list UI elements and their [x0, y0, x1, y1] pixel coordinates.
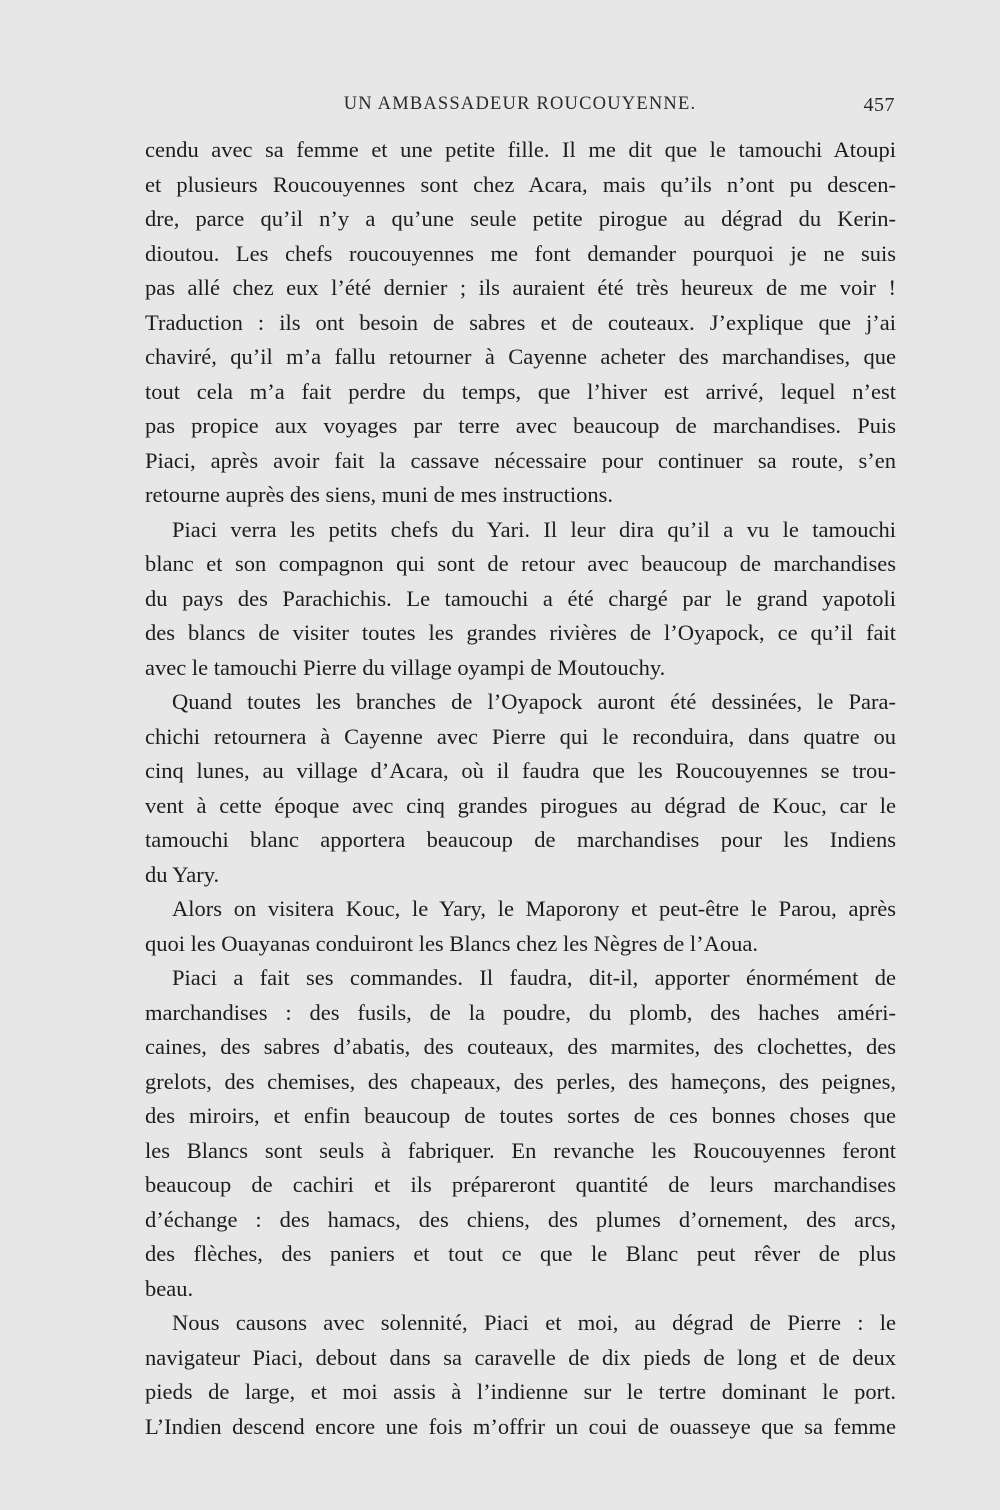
text-line: du pays des Parachichis. Le tamouchi a été chargé par le grand yapotoli — [145, 585, 896, 611]
text-line: et plusieurs Roucouyennes sont chez Acara, mais qu’ils n’ont pu descen- — [145, 171, 896, 197]
text-line: pas allé chez eux l’été dernier ; ils auraient été très heureux de me voir ! — [145, 275, 896, 300]
text-line: quoi les Ouayanas conduiront les Blancs chez les Nègres de l’Aoua. — [145, 930, 758, 956]
text-line: tout cela m’a fait perdre du temps, que l’hiver est arrivé, lequel n’est — [145, 378, 896, 404]
text-line: des miroirs, et enfin beaucoup de toutes sortes de ces bonnes choses que — [145, 1103, 896, 1128]
text-line: navigateur Piaci, debout dans sa caravelle de dix pieds de long et de deux — [145, 1344, 896, 1370]
text-line: Traduction : ils ont besoin de sabres et de couteaux. J’explique que j’ai — [145, 309, 896, 335]
text-line: marchandises : des fusils, de la poudre, du plomb, des haches améri- — [145, 999, 896, 1025]
text-line: pieds de large, et moi assis à l’indienne sur le tertre dominant le port. — [145, 1379, 896, 1404]
text-line: chaviré, qu’il m’a fallu retourner à Cayenne acheter des marchandises, que — [145, 344, 896, 369]
text-line: du Yary. — [145, 861, 220, 887]
body-text — [145, 133, 896, 1444]
text-line: L’Indien descend encore une fois m’offrir un coui de ouasseye que sa femme — [145, 1413, 896, 1439]
text-line: retourne auprès des siens, muni de mes instructions. — [145, 482, 614, 507]
text-line: grelots, des chemises, des chapeaux, des perles, des hameçons, des peignes, — [145, 1068, 896, 1094]
text-line: chichi retournera à Cayenne avec Pierre qui le reconduira, dans quatre ou — [145, 723, 896, 749]
text-line: Quand toutes les branches de l’Oyapock auront été dessinées, le Para- — [172, 689, 896, 714]
text-line: des blancs de visiter toutes les grandes rivières de l’Oyapock, ce qu’il fait — [145, 620, 896, 645]
text-line: pas propice aux voyages par terre avec beaucoup de marchandises. Puis — [145, 413, 896, 438]
text-line: cinq lunes, au village d’Acara, où il faudra que les Roucouyennes se trou- — [145, 758, 896, 783]
text-line: beau. — [145, 1275, 194, 1301]
text-line: avec le tamouchi Pierre du village oyampi de Moutouchy. — [145, 654, 666, 680]
text-line: vent à cette époque avec cinq grandes pirogues au dégrad de Kouc, car le — [145, 792, 896, 818]
text-line: Piaci, après avoir fait la cassave nécessaire pour continuer sa route, s’en — [145, 447, 896, 473]
running-head — [145, 94, 895, 122]
text-line: caines, des sabres d’abatis, des couteaux, des marmites, des clochettes, des — [145, 1034, 896, 1059]
page-number: 457 — [863, 94, 895, 116]
text-line: tamouchi blanc apportera beaucoup de marchandises pour les Indiens — [145, 827, 896, 852]
text-line: Nous causons avec solennité, Piaci et moi, au dégrad de Pierre : le — [172, 1310, 896, 1335]
text-line: cendu avec sa femme et une petite fille. Il me dit que le tamouchi Atoupi — [145, 137, 896, 162]
text-line: les Blancs sont seuls à fabriquer. En revanche les Roucouyennes feront — [145, 1137, 896, 1163]
text-line: Alors on visitera Kouc, le Yary, le Maporony et peut-être le Parou, après — [172, 896, 896, 921]
running-title: UN AMBASSADEUR ROUCOUYENNE. — [343, 94, 697, 114]
text-line: des flèches, des paniers et tout ce que le Blanc peut rêver de plus — [145, 1241, 896, 1266]
text-line: d’échange : des hamacs, des chiens, des plumes d’ornement, des arcs, — [145, 1206, 896, 1232]
text-line: beaucoup de cachiri et ils prépareront quantité de leurs marchandises — [145, 1172, 896, 1197]
text-line: dioutou. Les chefs roucouyennes me font demander pourquoi je ne suis — [145, 240, 896, 266]
text-line: blanc et son compagnon qui sont de retour avec beaucoup de marchandises — [145, 551, 896, 576]
text-line: dre, parce qu’il n’y a qu’une seule petite pirogue au dégrad du Kerin- — [145, 206, 896, 231]
text-line: Piaci verra les petits chefs du Yari. Il leur dira qu’il a vu le tamouchi — [172, 516, 896, 542]
text-line: Piaci a fait ses commandes. Il faudra, dit-il, apporter énormément de — [172, 965, 896, 990]
